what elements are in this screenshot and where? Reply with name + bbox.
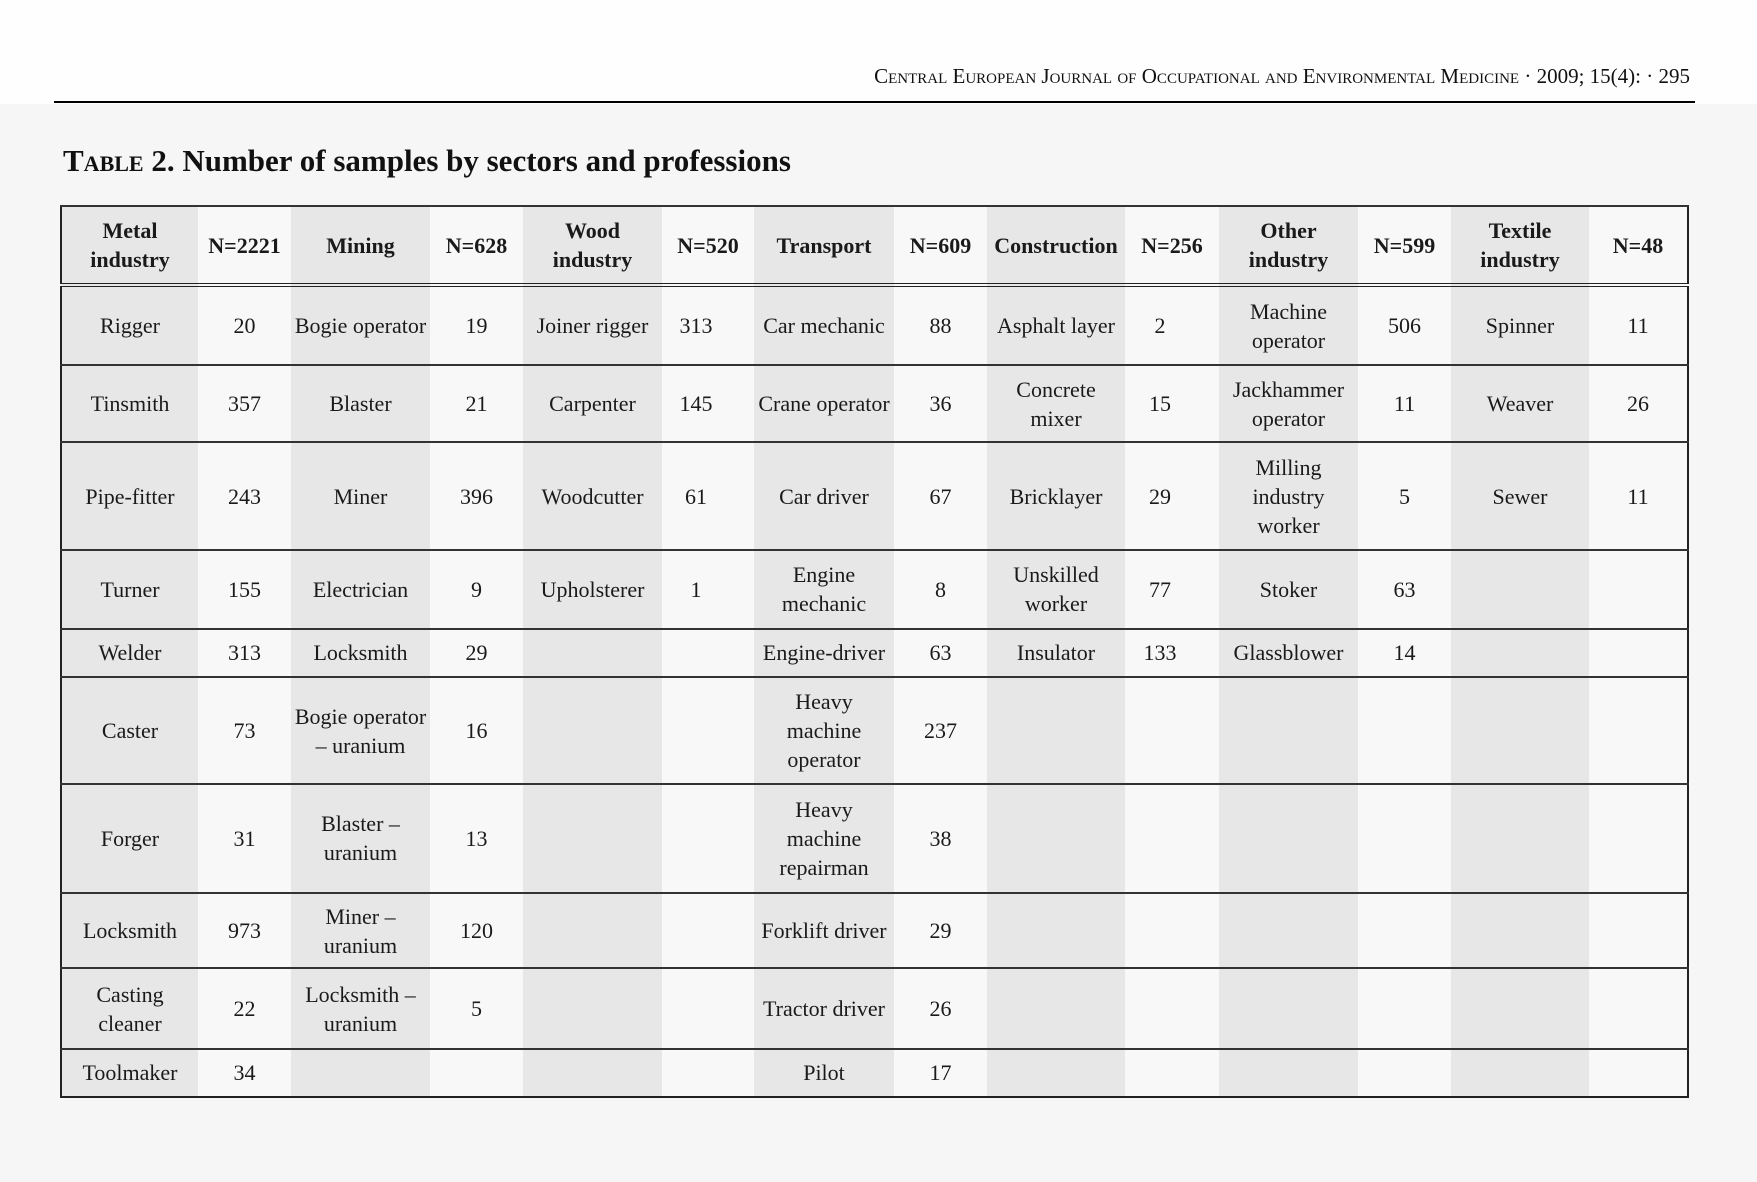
profession-cell: Engine mechanic bbox=[754, 550, 894, 629]
table-title-text: Number of samples by sectors and professions bbox=[182, 143, 791, 178]
sample-count-cell: 155 bbox=[198, 550, 291, 629]
profession-cell: Bogie operator bbox=[291, 285, 430, 365]
profession-cell: Heavy machine operator bbox=[754, 677, 894, 784]
sample-count-cell: 15 bbox=[1125, 365, 1219, 442]
table-caption bbox=[63, 143, 791, 179]
journal-name: Central European Journal of Occupational and Environmental Medicine bbox=[874, 64, 1520, 88]
profession-cell bbox=[987, 784, 1125, 892]
sample-count-cell: 357 bbox=[198, 365, 291, 442]
running-head bbox=[874, 64, 1690, 89]
profession-cell: Miner – uranium bbox=[291, 893, 430, 969]
profession-cell bbox=[291, 1049, 430, 1097]
profession-cell bbox=[987, 968, 1125, 1048]
column-header-count: N=628 bbox=[430, 206, 523, 285]
profession-cell: Bricklayer bbox=[987, 442, 1125, 549]
sample-count-cell: 133 bbox=[1125, 629, 1219, 677]
sample-count-cell bbox=[662, 629, 754, 677]
sample-count-cell bbox=[662, 677, 754, 784]
profession-cell bbox=[1219, 784, 1358, 892]
profession-cell bbox=[1451, 784, 1589, 892]
profession-cell: Forklift driver bbox=[754, 893, 894, 969]
sample-count-cell bbox=[1358, 968, 1451, 1048]
sample-count-cell bbox=[662, 784, 754, 892]
profession-cell bbox=[987, 893, 1125, 969]
profession-cell: Turner bbox=[61, 550, 198, 629]
sample-count-cell: 26 bbox=[894, 968, 987, 1048]
profession-cell: Pilot bbox=[754, 1049, 894, 1097]
table-label: Table 2. bbox=[63, 143, 175, 178]
column-header-metal-industry: Metal industry bbox=[61, 206, 198, 285]
profession-cell: Insulator bbox=[987, 629, 1125, 677]
profession-cell: Joiner rigger bbox=[523, 285, 662, 365]
sample-count-cell bbox=[1125, 784, 1219, 892]
profession-cell: Car mechanic bbox=[754, 285, 894, 365]
profession-cell: Machine operator bbox=[1219, 285, 1358, 365]
profession-cell: Engine-driver bbox=[754, 629, 894, 677]
table-row bbox=[61, 784, 1688, 892]
profession-cell bbox=[987, 677, 1125, 784]
profession-cell: Locksmith bbox=[61, 893, 198, 969]
profession-cell: Miner bbox=[291, 442, 430, 549]
column-header-count: N=520 bbox=[662, 206, 754, 285]
sample-count-cell: 313 bbox=[198, 629, 291, 677]
sample-count-cell: 237 bbox=[894, 677, 987, 784]
sample-count-cell bbox=[1125, 677, 1219, 784]
sample-count-cell bbox=[662, 968, 754, 1048]
sample-count-cell: 63 bbox=[894, 629, 987, 677]
column-header-count: N=609 bbox=[894, 206, 987, 285]
profession-cell: Rigger bbox=[61, 285, 198, 365]
sample-count-cell: 77 bbox=[1125, 550, 1219, 629]
column-header-wood-industry: Wood industry bbox=[523, 206, 662, 285]
table-row bbox=[61, 677, 1688, 784]
sample-count-cell: 9 bbox=[430, 550, 523, 629]
profession-cell bbox=[523, 893, 662, 969]
profession-cell: Heavy machine repairman bbox=[754, 784, 894, 892]
sample-count-cell: 22 bbox=[198, 968, 291, 1048]
column-header-transport: Transport bbox=[754, 206, 894, 285]
sample-count-cell bbox=[1589, 550, 1688, 629]
sample-count-cell: 63 bbox=[1358, 550, 1451, 629]
sample-count-cell bbox=[1589, 968, 1688, 1048]
sample-count-cell: 11 bbox=[1589, 442, 1688, 549]
profession-cell: Spinner bbox=[1451, 285, 1589, 365]
profession-cell: Pipe-fitter bbox=[61, 442, 198, 549]
sample-count-cell bbox=[1589, 784, 1688, 892]
table-row bbox=[61, 550, 1688, 629]
sample-count-cell: 21 bbox=[430, 365, 523, 442]
sample-count-cell bbox=[1358, 784, 1451, 892]
profession-cell: Locksmith bbox=[291, 629, 430, 677]
column-header-count: N=2221 bbox=[198, 206, 291, 285]
profession-cell bbox=[987, 1049, 1125, 1097]
profession-cell: Forger bbox=[61, 784, 198, 892]
profession-cell: Glassblower bbox=[1219, 629, 1358, 677]
profession-cell: Upholsterer bbox=[523, 550, 662, 629]
profession-cell: Weaver bbox=[1451, 365, 1589, 442]
sample-count-cell: 5 bbox=[1358, 442, 1451, 549]
sample-count-cell bbox=[1589, 1049, 1688, 1097]
profession-cell: Sewer bbox=[1451, 442, 1589, 549]
table-body bbox=[61, 285, 1688, 1097]
sample-count-cell: 145 bbox=[662, 365, 754, 442]
sample-count-cell: 67 bbox=[894, 442, 987, 549]
table-row bbox=[61, 285, 1688, 365]
profession-cell bbox=[523, 784, 662, 892]
journal-citation: · 2009; 15(4): · 295 bbox=[1524, 64, 1690, 88]
column-header-count: N=256 bbox=[1125, 206, 1219, 285]
table-row bbox=[61, 1049, 1688, 1097]
profession-cell: Carpenter bbox=[523, 365, 662, 442]
profession-cell: Tinsmith bbox=[61, 365, 198, 442]
sample-count-cell: 13 bbox=[430, 784, 523, 892]
sample-count-cell: 8 bbox=[894, 550, 987, 629]
column-header-construction: Construction bbox=[987, 206, 1125, 285]
profession-cell: Blaster – uranium bbox=[291, 784, 430, 892]
table-header-row bbox=[61, 206, 1688, 285]
profession-cell bbox=[523, 968, 662, 1048]
sample-count-cell: 17 bbox=[894, 1049, 987, 1097]
sample-count-cell bbox=[1125, 1049, 1219, 1097]
profession-cell: Woodcutter bbox=[523, 442, 662, 549]
header-rule bbox=[54, 101, 1695, 103]
profession-cell bbox=[523, 677, 662, 784]
profession-cell bbox=[1451, 550, 1589, 629]
sample-count-cell: 61 bbox=[662, 442, 754, 549]
sample-count-cell: 14 bbox=[1358, 629, 1451, 677]
sample-count-cell: 11 bbox=[1589, 285, 1688, 365]
profession-cell bbox=[1219, 968, 1358, 1048]
profession-cell bbox=[523, 1049, 662, 1097]
sample-count-cell bbox=[1589, 893, 1688, 969]
profession-cell: Welder bbox=[61, 629, 198, 677]
profession-cell: Toolmaker bbox=[61, 1049, 198, 1097]
sample-count-cell bbox=[1589, 677, 1688, 784]
profession-cell bbox=[1451, 1049, 1589, 1097]
table-row bbox=[61, 442, 1688, 549]
profession-cell: Crane operator bbox=[754, 365, 894, 442]
sample-count-cell bbox=[1358, 677, 1451, 784]
sample-count-cell: 16 bbox=[430, 677, 523, 784]
sample-count-cell: 313 bbox=[662, 285, 754, 365]
sample-count-cell: 34 bbox=[198, 1049, 291, 1097]
sample-count-cell: 120 bbox=[430, 893, 523, 969]
sample-count-cell: 19 bbox=[430, 285, 523, 365]
profession-cell: Asphalt layer bbox=[987, 285, 1125, 365]
profession-cell: Stoker bbox=[1219, 550, 1358, 629]
profession-cell bbox=[1451, 968, 1589, 1048]
profession-cell: Unskilled worker bbox=[987, 550, 1125, 629]
sample-count-cell: 11 bbox=[1358, 365, 1451, 442]
column-header-textile-industry: Textile industry bbox=[1451, 206, 1589, 285]
profession-cell bbox=[1219, 893, 1358, 969]
sample-count-cell: 506 bbox=[1358, 285, 1451, 365]
profession-cell: Milling industry worker bbox=[1219, 442, 1358, 549]
sample-count-cell bbox=[1125, 893, 1219, 969]
sample-count-cell: 5 bbox=[430, 968, 523, 1048]
table-row bbox=[61, 629, 1688, 677]
sample-count-cell bbox=[662, 893, 754, 969]
sample-count-cell: 31 bbox=[198, 784, 291, 892]
sample-count-cell: 38 bbox=[894, 784, 987, 892]
samples-table bbox=[60, 205, 1689, 1098]
profession-cell: Car driver bbox=[754, 442, 894, 549]
profession-cell: Locksmith – uranium bbox=[291, 968, 430, 1048]
sample-count-cell: 36 bbox=[894, 365, 987, 442]
sample-count-cell: 29 bbox=[430, 629, 523, 677]
profession-cell: Casting cleaner bbox=[61, 968, 198, 1048]
sample-count-cell: 243 bbox=[198, 442, 291, 549]
sample-count-cell: 396 bbox=[430, 442, 523, 549]
profession-cell: Tractor driver bbox=[754, 968, 894, 1048]
column-header-mining: Mining bbox=[291, 206, 430, 285]
sample-count-cell: 88 bbox=[894, 285, 987, 365]
profession-cell bbox=[1219, 677, 1358, 784]
profession-cell: Caster bbox=[61, 677, 198, 784]
sample-count-cell bbox=[430, 1049, 523, 1097]
sample-count-cell bbox=[662, 1049, 754, 1097]
profession-cell bbox=[1451, 629, 1589, 677]
profession-cell: Blaster bbox=[291, 365, 430, 442]
sample-count-cell: 73 bbox=[198, 677, 291, 784]
sample-count-cell bbox=[1358, 893, 1451, 969]
column-header-count: N=48 bbox=[1589, 206, 1688, 285]
sample-count-cell: 2 bbox=[1125, 285, 1219, 365]
profession-cell bbox=[1451, 677, 1589, 784]
sample-count-cell: 1 bbox=[662, 550, 754, 629]
sample-count-cell bbox=[1358, 1049, 1451, 1097]
profession-cell bbox=[523, 629, 662, 677]
sample-count-cell: 20 bbox=[198, 285, 291, 365]
profession-cell: Electrician bbox=[291, 550, 430, 629]
table-row bbox=[61, 365, 1688, 442]
profession-cell: Bogie operator – uranium bbox=[291, 677, 430, 784]
sample-count-cell: 973 bbox=[198, 893, 291, 969]
profession-cell bbox=[1451, 893, 1589, 969]
table-row bbox=[61, 968, 1688, 1048]
sample-count-cell bbox=[1589, 629, 1688, 677]
sample-count-cell: 29 bbox=[1125, 442, 1219, 549]
column-header-other-industry: Other industry bbox=[1219, 206, 1358, 285]
column-header-count: N=599 bbox=[1358, 206, 1451, 285]
profession-cell: Jackhammer operator bbox=[1219, 365, 1358, 442]
profession-cell bbox=[1219, 1049, 1358, 1097]
sample-count-cell: 29 bbox=[894, 893, 987, 969]
sample-count-cell: 26 bbox=[1589, 365, 1688, 442]
table-row bbox=[61, 893, 1688, 969]
profession-cell: Concrete mixer bbox=[987, 365, 1125, 442]
sample-count-cell bbox=[1125, 968, 1219, 1048]
